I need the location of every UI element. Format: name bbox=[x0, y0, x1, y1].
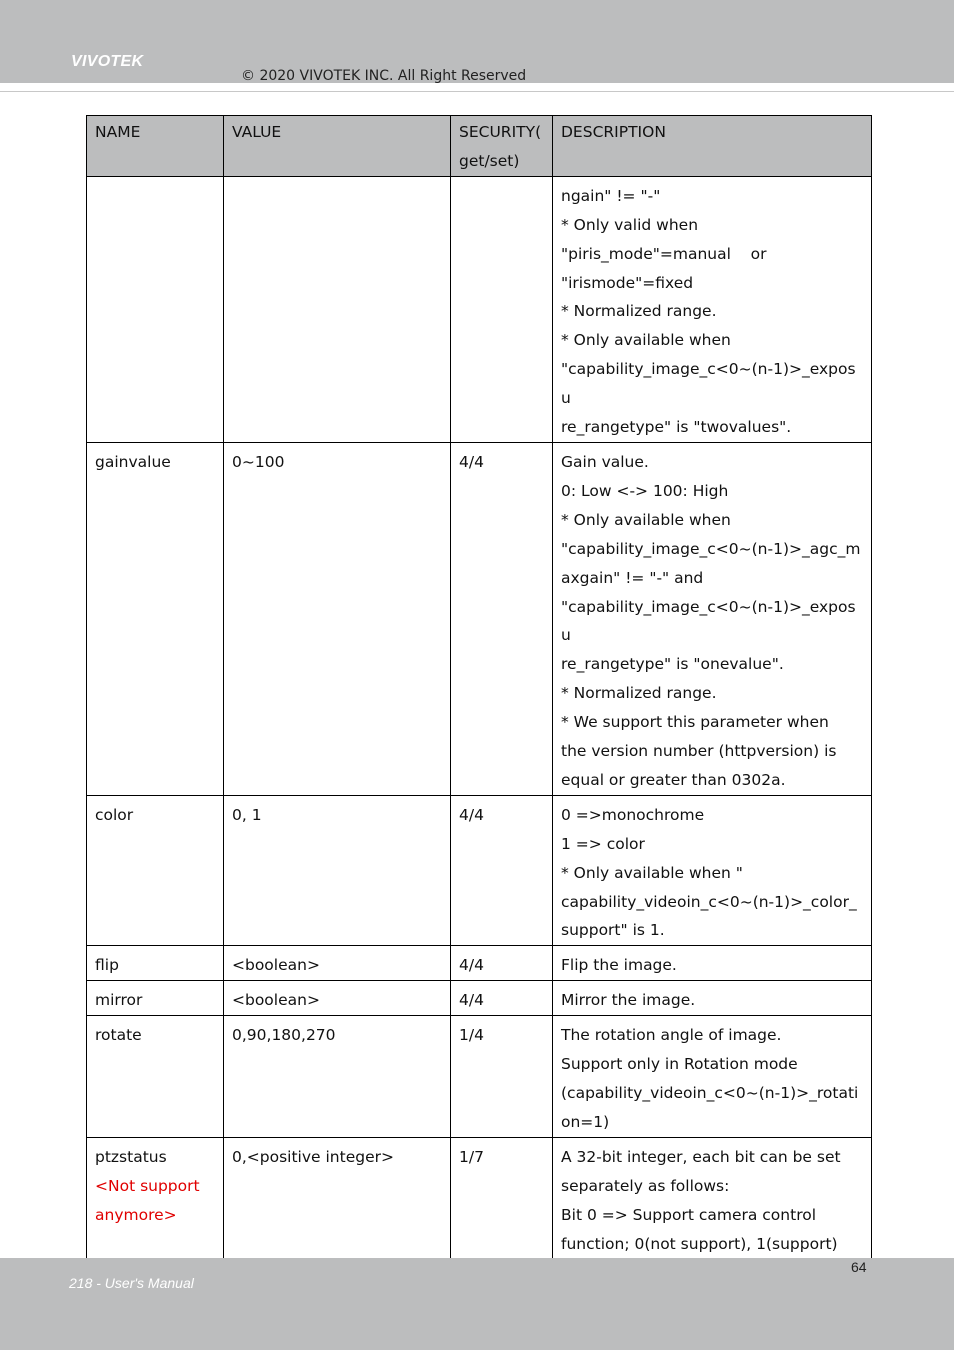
cell-security: 4/4 bbox=[451, 981, 553, 1016]
cell-description bbox=[553, 946, 872, 981]
cell-description bbox=[553, 442, 872, 795]
cell-value: <boolean> bbox=[224, 981, 451, 1016]
description-line: A 32-bit integer, each bit can be set bbox=[561, 1147, 841, 1166]
cell-name: rotate bbox=[87, 1016, 224, 1138]
deprecation-note: <Not support bbox=[95, 1176, 200, 1195]
description-line: * Only available when " bbox=[561, 863, 743, 882]
description-line: on=1) bbox=[561, 1112, 610, 1131]
description-line: * We support this parameter when bbox=[561, 713, 829, 732]
description-line: 1 => color bbox=[561, 834, 645, 853]
description-line: * Normalized range. bbox=[561, 302, 717, 321]
table-row bbox=[87, 981, 872, 1016]
cell-value: <boolean> bbox=[224, 946, 451, 981]
parameter-table bbox=[86, 115, 872, 1346]
description-line: * Only available when bbox=[561, 510, 731, 529]
description-line: Support only in Rotation mode bbox=[561, 1055, 798, 1074]
page-number: 64 bbox=[851, 1259, 867, 1275]
table-row bbox=[87, 442, 872, 795]
description-line: "capability_image_c<0~(n-1)>_exposu bbox=[561, 360, 856, 408]
description-line: * Only valid when bbox=[561, 215, 699, 234]
cell-security: 4/4 bbox=[451, 795, 553, 946]
column-header-description: DESCRIPTION bbox=[553, 116, 872, 177]
column-header-value: VALUE bbox=[224, 116, 451, 177]
description-line: Mirror the image. bbox=[561, 991, 696, 1010]
description-line: the version number (httpversion) is bbox=[561, 742, 837, 761]
cell-name: gainvalue bbox=[87, 442, 224, 795]
cell-description bbox=[553, 981, 872, 1016]
description-line: Flip the image. bbox=[561, 956, 677, 975]
cell-description bbox=[553, 1016, 872, 1138]
deprecation-note: anymore> bbox=[95, 1205, 177, 1224]
cell-name: mirror bbox=[87, 981, 224, 1016]
description-line: equal or greater than 0302a. bbox=[561, 770, 786, 789]
description-line: capability_videoin_c<0~(n-1)>_color_ bbox=[561, 892, 857, 911]
cell-name: color bbox=[87, 795, 224, 946]
description-line: re_rangetype" is "twovalues". bbox=[561, 418, 792, 437]
description-line: * Only available when bbox=[561, 331, 731, 350]
description-line: "piris_mode"=manual or bbox=[561, 244, 767, 263]
description-line: ngain" != "-" bbox=[561, 186, 661, 205]
description-line: separately as follows: bbox=[561, 1176, 730, 1195]
cell-security: 4/4 bbox=[451, 442, 553, 795]
copyright-text: © 2020 VIVOTEK INC. All Right Reserved bbox=[241, 68, 527, 84]
cell-security bbox=[451, 176, 553, 442]
cell-name bbox=[87, 176, 224, 442]
description-line: (capability_videoin_c<0~(n-1)>_rotati bbox=[561, 1084, 859, 1102]
manual-label: 218 - User's Manual bbox=[69, 1275, 194, 1291]
header-divider bbox=[0, 91, 954, 92]
cell-value bbox=[224, 176, 451, 442]
cell-value: 0,90,180,270 bbox=[224, 1016, 451, 1138]
footer-bar bbox=[0, 1258, 954, 1350]
table-row bbox=[87, 946, 872, 981]
table-header-row bbox=[87, 116, 872, 177]
description-line: Bit 0 => Support camera control bbox=[561, 1205, 817, 1224]
cell-value: 0~100 bbox=[224, 442, 451, 795]
cell-value: 0, 1 bbox=[224, 795, 451, 946]
description-line: re_rangetype" is "onevalue". bbox=[561, 655, 784, 674]
cell-name: flip bbox=[87, 946, 224, 981]
cell-security: 1/4 bbox=[451, 1016, 553, 1138]
brand-logo: VIVOTEK bbox=[71, 53, 144, 70]
cell-value: 0,<positive integer> bbox=[224, 1137, 451, 1345]
table-row bbox=[87, 176, 872, 442]
cell-description bbox=[553, 176, 872, 442]
description-line: The rotation angle of image. bbox=[561, 1026, 782, 1045]
description-line: function; 0(not support), 1(support) bbox=[561, 1234, 838, 1253]
parameter-name: ptzstatus bbox=[95, 1147, 167, 1166]
cell-security: 4/4 bbox=[451, 946, 553, 981]
cell-description bbox=[553, 795, 872, 946]
column-header-security: SECURITY( get/set) bbox=[451, 116, 553, 177]
table-row bbox=[87, 1016, 872, 1138]
column-header-name: NAME bbox=[87, 116, 224, 177]
description-line: support" is 1. bbox=[561, 921, 665, 940]
cell-security: 1/7 bbox=[451, 1137, 553, 1345]
description-line: 0: Low <-> 100: High bbox=[561, 481, 729, 500]
description-line: "irismode"=fixed bbox=[561, 273, 694, 292]
table-row bbox=[87, 795, 872, 946]
description-line: "capability_image_c<0~(n-1)>_exposu bbox=[561, 597, 856, 645]
description-line: 0 =>monochrome bbox=[561, 805, 705, 824]
description-line: Gain value. bbox=[561, 452, 649, 471]
description-line: "capability_image_c<0~(n-1)>_agc_m bbox=[561, 539, 861, 558]
description-line: axgain" != "-" and bbox=[561, 568, 704, 587]
description-line: * Normalized range. bbox=[561, 684, 717, 703]
